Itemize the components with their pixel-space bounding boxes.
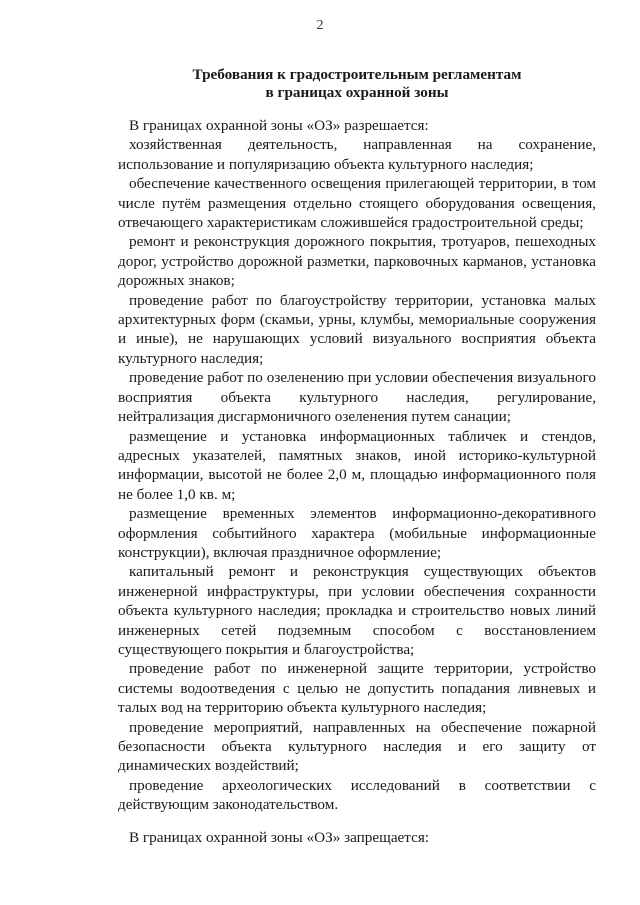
paragraph-prohibited-intro: В границах охранной зоны «ОЗ» запрещается: xyxy=(129,828,430,846)
paragraph-item: проведение работ по благоустройству территории, установка малых архитектурных форм (скамьи, урны, клумбы, мемориальные сооружения и иные), не нарушающих условий визуального восприятия объекта культурного наследия; xyxy=(118,291,596,367)
section-title xyxy=(118,66,596,102)
section-title-line-1: Требования к градостроительным регламентам xyxy=(192,66,522,83)
body-text xyxy=(118,116,596,847)
paragraph-item: капитальный ремонт и реконструкция существующих объектов инженерной инфраструктуры, при условии обеспечения сохранности объекта культурного наследия; прокладка и строительство новых линий инженерных сетей подземным способом с восстановлением существующего покрытия и благоустройства; xyxy=(118,563,596,658)
paragraph-item: размещение временных элементов информационно-декоративного оформления событийного характера (мобильные информационные конструкции), включая праздничное оформление; xyxy=(118,505,596,561)
paragraph-item: проведение мероприятий, направленных на обеспечение пожарной безопасности объекта культурного наследия и его защиту от динамических воздействий; xyxy=(118,718,596,775)
paragraph-item: ремонт и реконструкция дорожного покрытия, тротуаров, пешеходных дорог, устройство дорожной разметки, парковочных карманов, установка дорожных знаков; xyxy=(118,233,596,290)
section-title-line-2: в границах охранной зоны xyxy=(265,84,449,101)
paragraph-item: обеспечение качественного освещения прилегающей территории, в том числе путём размещения отдельно стоящего оборудования освещения, отвечающего характеристикам сложившейся градостроительной среды; xyxy=(118,175,596,232)
paragraph-item: проведение археологических исследований в соответствии с действующим законодательством. xyxy=(118,776,596,814)
paragraph-item: хозяйственная деятельность, направленная на сохранение, использование и популяризацию объекта культурного наследия; xyxy=(118,136,596,173)
page-number: 2 xyxy=(316,18,324,33)
paragraph-item: проведение работ по инженерной защите территории, устройство системы водоотведения с целью не допустить попадания ливневых и талых вод на территорию объекта культурного наследия; xyxy=(118,660,596,717)
paragraph-item: размещение и установка информационных табличек и стендов, адресных указателей, памятных знаков, иной историко-культурной информации, высотой не более 2,0 м, площадью информационного поля не более 1,0 кв. м; xyxy=(118,427,596,503)
paragraph-item: проведение работ по озеленению при условии обеспечения визуального восприятия объекта культурного наследия, регулирование, нейтрализация дисгармоничного озеленения путем санации; xyxy=(118,369,596,426)
paragraph-allowed-intro: В границах охранной зоны «ОЗ» разрешается: xyxy=(129,117,429,134)
